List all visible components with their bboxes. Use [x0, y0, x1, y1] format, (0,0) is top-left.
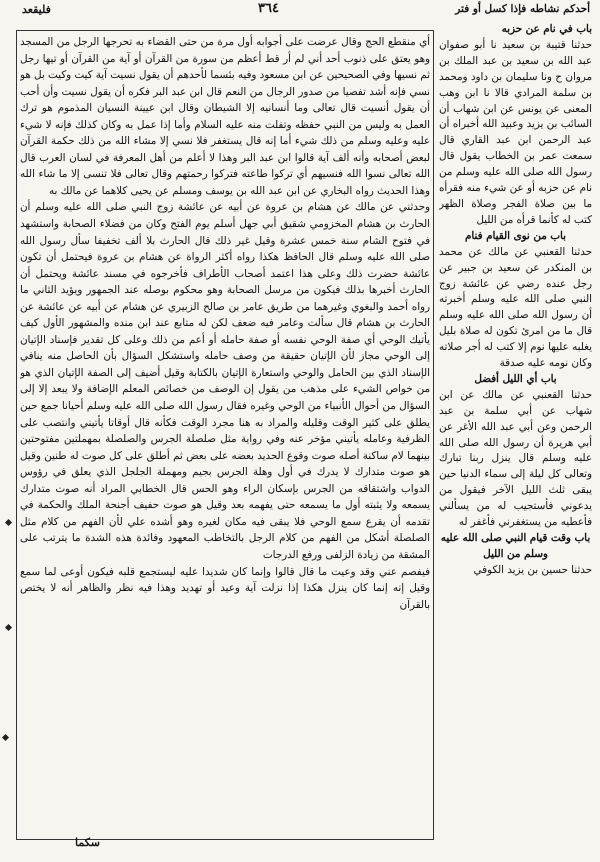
catchword: سكما [74, 836, 100, 849]
margin-heading-text: باب في نام عن حزبه [501, 23, 592, 35]
page-number: ٣٦٤ [258, 1, 279, 16]
header-left-text: فليقعد [22, 3, 51, 16]
margin-hadith: حدثنا حسين بن يزيد الكوفي [473, 563, 592, 576]
margin-diamond-icon [2, 734, 9, 741]
margin-heading-text: باب أي الليل أفضل [474, 372, 557, 385]
hadith-margin-column [439, 22, 592, 842]
margin-diamond-icon [5, 519, 12, 526]
margin-heading [439, 22, 592, 38]
margin-hadith: حدثنا قتيبة بن سعيد نا أبو صفوان عبد الله بن سعيد بن عبد الملك بن مروان ح ونا سليمان بن داود ومحمد بن سلمة المرادي قالا نا ابن وهب المعنى عن يونس عن ابن شهاب أن السائب بن يزيد وعبيد الله أخبراه أن عبد الرحمن ابن عبد القاري قال سمعت عمر بن الخطاب يقول قال رسول الله صلى الله عليه وسلم من نام عن حزبه أو عن شيء منه فقرأه ما بين صلاة الفجر وصلاة الظهر كتب له كأنما قرأه من الليل [439, 38, 592, 226]
margin-heading [439, 229, 592, 245]
margin-hadith: حدثنا القعنبي عن مالك عن ابن شهاب عن أبي سلمة بن عبد الرحمن وعن أبي عبد الله الأغر عن أبي هريرة أن رسول الله صلى الله عليه وسلم قال ينزل ربنا تبارك وتعالى كل ليلة إلى سماء الدنيا حين يبقى ثلث الليل الآخر فيقول من يدعوني فأستجيب له من يسألني فأعطيه من يستغفرني فأغفر له [439, 388, 592, 529]
margin-heading [439, 531, 592, 563]
margin-heading-text: باب وقت قيام النبي صلى الله عليه وسلم من الليل [440, 532, 591, 560]
margin-hadith: حدثنا القعنبي عن مالك عن محمد بن المنكدر عن سعيد بن جبير عن رجل عنده رضي عن عائشة زوج النبي صلى الله عليه وسلم أخبرته أن رسول الله صلى الله عليه وسلم قال ما من امرئ تكون له صلاة بليل يغلبه عليها نوم إلا كتب له أجر صلاته وكان نومه عليه صدقة [439, 245, 592, 370]
header-right-text: أحدكم نشاطه فإذا كسل أو فتر [455, 3, 590, 15]
margin-heading [439, 372, 592, 388]
commentary-text [20, 34, 430, 834]
margin-heading-text: باب من نوى القيام فنام [464, 229, 566, 242]
margin-diamond-icon [5, 624, 12, 631]
commentary-paragraph: أي منقطع الحج وقال عرضت على أجوابه أول مرة من حتى القضاء به تحرجها الرجل من المسجد وهو يعتق على ذنوب أحد أني لم أر قط أعظم من سورة من القرآن أو آية من القرآن أو تيها رجل ثم نسيها وفي الصحيحين عن ابن مسعود وفيه بئسما لأحدهم أن يقول نسيت آية كيت وكيت بل هو نسي فإنه أشد تفصيا من صدور الرجال من النعم قال ابن عبد البر فكره أن يقول نسيت وأن أحب أن يقول أنسيت قال تعالى وما أنسانيه إلا الشيطان وقال ابن عيينة النسيان المذموم هو ترك العمل به وليس من النبي حفظه وتفلت منه عليه السلام وأما إذا عمل به وكان كذلك فإنه لا شيء عليه وعليه وسلم من ذلك شيء أما إنه قال يستغفر فلا نسي إلا مشاء الله من ذلك حكمة القرآن لبعض أصحابه وأنه ألف آية قالوا ابن عبد البر وهذا لا أعلم من أهل المعرفة في لسان العرب قال الله تعالى نسوا الله فنسيهم أي تركوا طاعته فتركوا رحمتهم وقال تعالى فلا تنسى إلا ما شاء الله وهذا الحديث رواه البخاري عن ابن عبد الله بن يوسف ومسلم عن يحيى كلاهما عن مالك به [20, 36, 430, 197]
commentary-paragraph: وحدثني عن مالك عن هشام بن عروة عن أبيه عن عائشة زوج النبي صلى الله عليه وسلم أن الحارث بن هشام المخزومي شقيق أبي جهل أسلم يوم الفتح وكان من فضلاء الصحابة واستشهد في فتوح الشام سنة خمس عشرة وقيل غير ذلك قال الحارث بلا ألف تخفيفا سأل رسول الله صلى الله عليه وسلم قال الحافظ هكذا رواه أكثر الرواة عن هشام بن عروة فيحتمل أن تكون عائشة حضرت ذلك وعلى هذا اعتمد أصحاب الأطراف فأخرجوه في مسند عائشة ويحتمل أن الحارث أخبرها بذلك فيكون من مرسل الصحابة وهو محكوم بوصله عند الجمهور ويؤيد الثاني ما رواه أحمد والبغوي وغيرهما من طريق عامر بن صالح الزبيري عن هشام عن أبيه عن عائشة عن الحارث بن هشام قال سألت وعامر فيه ضعف لكن له متابع عند ابن منده والمشهور الأول كيف يأتيك الوحي أي صفة الوحي نفسه أو صفة حامله أو أعم من ذلك وعلى كل تقدير فإسناد الإتيان إلى الوحي مجاز لأن الإتيان حقيقة من وصف حامله واستشكل السؤال بأن الحاصل منه ينافي الإسناد الذي بين الحامل والوحي واستعارة الإتيان بالكتابة وقيل أضيف إلى الصفة الإتيان الذي هو من خواص الشيء على مذهب من يقول إن الوصف من خصائص المعلم الإضافة ولا يبعد إلا إلى السؤال من أحوال الأنبياء من الوحي وغيره فقال رسول الله صلى الله عليه وسلم أحيانا جمع حين يطلق على كثير الوقت وقليله والمراد به هنا مجرد الوقت فكأنه قال أوقاتا يأتيني وانتصب على الظرفية وعامله يأتيني مؤخر عنه وفي رواية مثل صلصلة الجرس والصلصلة بمهملتين مفتوحتين بينهما لام ساكنة أصله صوت وقوع الحديد بعضه على بعض ثم أطلق على كل صوت له طنين وقيل هو صوت متدارك لا يدرك في أول وهلة الجرس بجيم ومهملة الجلجل الذي يعلق في رؤوس الدواب واشتقاقه من الجرس بإسكان الراء وهو الحس قال الخطابي المراد أنه صوت متدارك يسمعه ولا يثبته أول ما يسمعه حتى يفهمه بعد وقيل هو صوت حفيف أجنحة الملك والحكمة في تقدمه أن يقرع سمع الوحي فلا يبقى فيه مكان لغيره وهو أشده علي لأن الفهم من كلام مثل الصلصلة أشكل من الفهم من كلام الرجل بالتخاطب المعهود وفائدة هذه الشدة ما يترتب على المشقة من زيادة الزلفى ورفع الدرجات [20, 201, 430, 561]
commentary-paragraph: فيفصم عني وقد وعيت ما قال قالوا وإنما كان شديدا عليه ليستجمع قلبه فيكون أوعى لما سمع وقيل إنه إنما كان ينزل هكذا إذا نزلت آية وعيد أو تهديد وهذا فيه نظر والظاهر أنه لا يختص بالقرآن [20, 565, 430, 611]
